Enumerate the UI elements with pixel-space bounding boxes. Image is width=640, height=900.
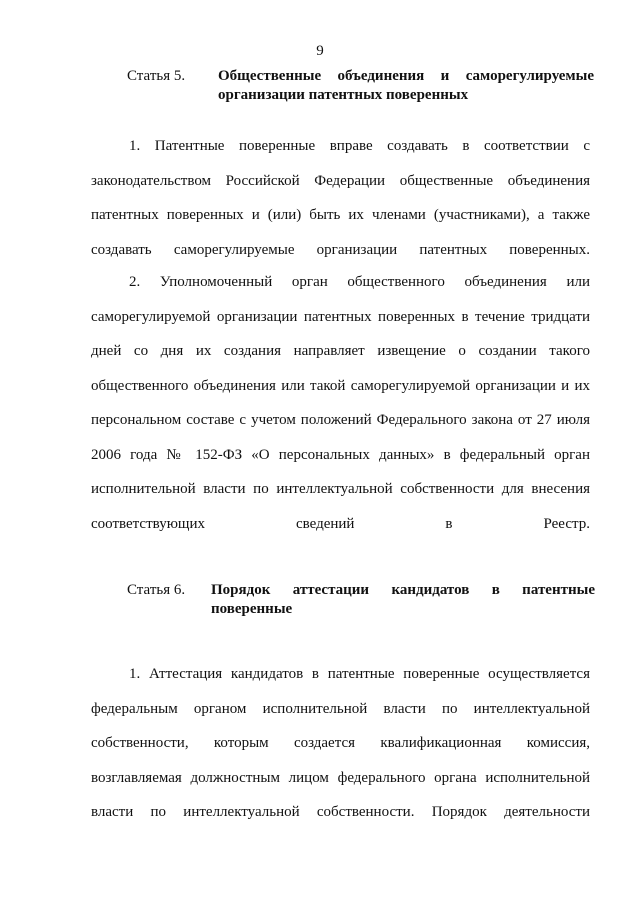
article-5-title <box>218 67 594 105</box>
text-line: создавать саморегулируемые организации патентных поверенных. <box>91 241 590 258</box>
text-line: законодательством Российской Федерации общественные объединения <box>91 172 590 189</box>
text-line: персональном составе с учетом положений Федерального закона от 27 июля <box>91 412 590 428</box>
text-line: 2006 года № 152-ФЗ «О персональных данных» в федеральный орган <box>91 446 590 463</box>
text-line: 1. Патентные поверенные вправе создавать в соответствии с <box>129 138 590 154</box>
article-5-title-line-2: организации патентных поверенных <box>218 87 469 103</box>
article-6-title-line-1: Порядок аттестации кандидатов в патентные <box>211 582 595 598</box>
text-line: соответствующих сведений в Реестр. <box>91 515 590 532</box>
text-line: 1. Аттестация кандидатов в патентные поверенные осуществляется <box>129 666 590 682</box>
text-line: дней со дня их создания направляет извещение о создании такого <box>91 343 590 359</box>
article-6-label: Статья 6. <box>127 582 186 598</box>
text-line: возглавляемая должностным лицом федерального органа исполнительной <box>91 769 590 786</box>
text-line: патентных поверенных и (или) быть их членами (участниками), а также <box>91 207 590 223</box>
text-line: саморегулируемой организации патентных поверенных в течение тридцати <box>91 308 590 325</box>
text-line: федеральным органом исполнительной власти по интеллектуальной <box>91 700 590 717</box>
text-line: 2. Уполномоченный орган общественного объединения или <box>129 274 590 290</box>
text-line: общественного объединения или такой саморегулируемой организации и их <box>91 377 590 394</box>
page-number: 9 <box>316 43 324 59</box>
article-6-title <box>211 581 595 619</box>
article-5-title-line-1: Общественные объединения и саморегулируемые <box>218 68 594 84</box>
text-line: собственности, которым создается квалификационная комиссия, <box>91 735 590 751</box>
text-line: власти по интеллектуальной собственности. Порядок деятельности <box>91 804 590 820</box>
article-5-label: Статья 5. <box>127 68 186 84</box>
text-line: исполнительной власти по интеллектуальной собственности для внесения <box>91 481 590 497</box>
article-6-title-line-2: поверенные <box>211 601 293 617</box>
